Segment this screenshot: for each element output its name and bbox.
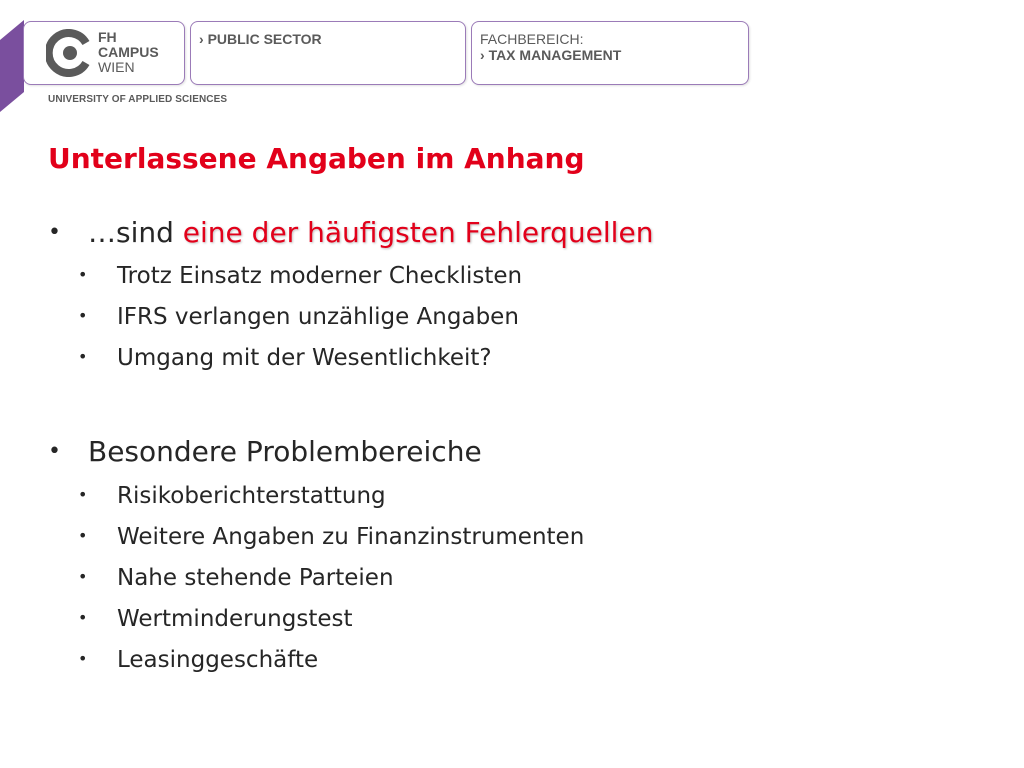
department-label: TAX MANAGEMENT — [488, 47, 622, 63]
logo-wordmark — [98, 30, 159, 75]
bullet-dot-icon: • — [78, 608, 88, 627]
bullet-text: Risikoberichterstattung — [117, 483, 386, 509]
bullet-text: IFRS verlangen unzählige Angaben — [117, 304, 519, 330]
bullet-text: Weitere Angaben zu Finanzinstrumenten — [117, 524, 585, 550]
department-heading: FACHBEREICH: — [480, 31, 584, 47]
bullet-level1 — [48, 216, 653, 249]
bullet-text: Umgang mit der Wesentlichkeit? — [117, 345, 492, 371]
bullet-highlight: eine der häufigsten Fehlerquellen — [182, 216, 654, 249]
bullet-dot-icon: • — [78, 265, 88, 284]
logo-line-1: FH — [98, 29, 117, 45]
bullet-dot-icon: • — [78, 347, 88, 366]
bullet-level2 — [78, 565, 394, 591]
chevron-right-icon: › — [480, 47, 485, 63]
bullet-dot-icon: • — [78, 649, 88, 668]
bullet-dot-icon: • — [78, 567, 88, 586]
logo-line-2: CAMPUS — [98, 44, 159, 60]
bullet-level2 — [78, 304, 519, 330]
sector-label: PUBLIC SECTOR — [207, 31, 322, 47]
fh-campus-logo-icon — [46, 29, 94, 77]
bullet-text: Trotz Einsatz moderner Checklisten — [117, 263, 523, 289]
logo-line-3: WIEN — [98, 59, 135, 75]
bullet-level1 — [48, 435, 482, 468]
bullet-dot-icon: • — [78, 526, 88, 545]
bullet-text: Wertminderungstest — [117, 606, 353, 632]
bullet-level2 — [78, 483, 386, 509]
bullet-text: Leasinggeschäfte — [117, 647, 319, 673]
chevron-right-icon: › — [199, 31, 204, 47]
bullet-level2 — [78, 647, 318, 673]
bullet-level2 — [78, 606, 353, 632]
bullet-dot-icon: • — [78, 485, 88, 504]
accent-strip — [0, 0, 24, 112]
university-tagline: UNIVERSITY OF APPLIED SCIENCES — [48, 94, 228, 105]
bullet-dot-icon: • — [78, 306, 88, 325]
bullet-prefix: …sind — [88, 216, 183, 249]
bullet-text: Besondere Problembereiche — [88, 435, 482, 468]
bullet-dot-icon: • — [48, 439, 61, 464]
public-sector-box — [190, 21, 466, 85]
bullet-dot-icon: • — [48, 220, 61, 245]
bullet-level2 — [78, 524, 584, 550]
bullet-text: Nahe stehende Parteien — [117, 565, 394, 591]
bullet-level2 — [78, 345, 492, 371]
bullet-level2 — [78, 263, 522, 289]
slide-title: Unterlassene Angaben im Anhang — [48, 142, 585, 175]
logo-box — [23, 21, 185, 85]
department-box — [471, 21, 749, 85]
